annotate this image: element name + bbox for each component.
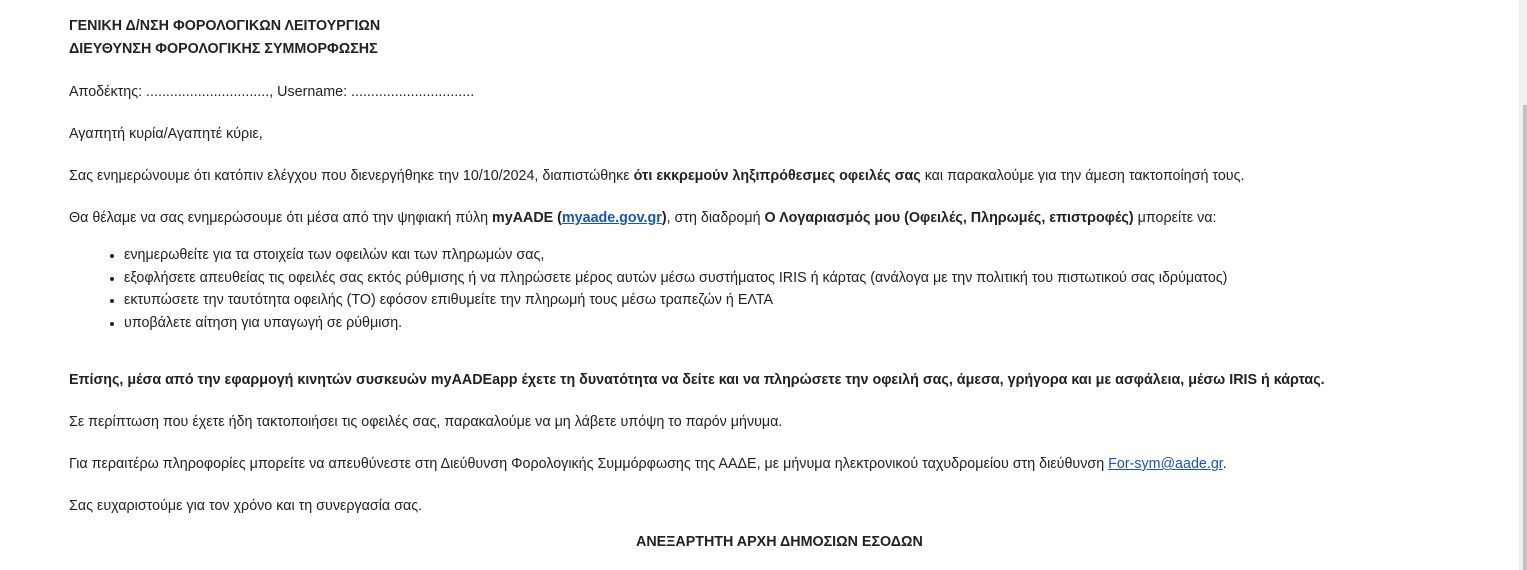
app-note: Επίσης, μέσα από την εφαρμογή κινητών συσκευών myAADEapp έχετε τη δυνατότητα να δείτε και να πληρώσετε την οφειλή σας, άμεσα, γρήγορα και με ασφάλεια, μέσω IRIS ή κάρτας. xyxy=(69,372,1325,388)
para2-myaade-label: myAADE ( xyxy=(492,210,562,226)
scrollbar[interactable] xyxy=(1519,0,1527,570)
thanks-note: Σας ευχαριστούμε για τον χρόνο και τη συνεργασία σας. xyxy=(69,498,423,514)
para1-bold-text: ότι εκκρεμούν ληξιπρόθεσμες οφειλές σας xyxy=(633,168,921,184)
directorate-title: ΔΙΕΥΘΥΝΣΗ ΦΟΡΟΛΟΓΙΚΗΣ ΣΥΜΜΟΡΦΩΣΗΣ xyxy=(69,41,378,57)
list-item: • ενημερωθείτε για τα στοιχεία των οφειλών και των πληρωμών σας, xyxy=(124,244,1227,267)
paragraph-debt-notice xyxy=(69,167,1244,185)
contact-text-after: . xyxy=(1222,456,1227,472)
para2-middle-text: , στη διαδρομή xyxy=(666,210,765,226)
contact-info xyxy=(69,455,1227,473)
options-list xyxy=(69,244,1227,335)
para2-close-paren: ) xyxy=(661,210,667,226)
department-title: ΓΕΝΙΚΗ Δ/ΝΣΗ ΦΟΡΟΛΟΓΙΚΩΝ ΛΕΙΤΟΥΡΓΙΩΝ xyxy=(69,18,381,34)
scrollbar-thumb[interactable] xyxy=(1523,105,1527,570)
paragraph-myaade-info xyxy=(69,209,1217,227)
myaade-link[interactable]: myaade.gov.gr xyxy=(561,210,662,226)
signature-title: ΑΝΕΞΑΡΤΗΤΗ ΑΡΧΗ ΔΗΜΟΣΙΩΝ ΕΣΟΔΩΝ xyxy=(636,534,923,550)
para2-account-path: Ο Λογαριασμός μου (Οφειλές, Πληρωμές, επιστροφές) xyxy=(764,210,1134,226)
contact-text-before: Για περαιτέρω πληροφορίες μπορείτε να απευθύνεστε στη Διεύθυνση Φορολογικής Συμμόρφωσης της ΑΑΔΕ, με μήνυμα ηλεκτρονικού ταχυδρομείου στη διεύθυνση xyxy=(69,456,1109,472)
recipient-line: Αποδέκτης: ..............................., Username: ............................... xyxy=(69,84,475,100)
para1-text-before: Σας ενημερώνουμε ότι κατόπιν ελέγχου που διενεργήθηκε την 10/10/2024, διαπιστώθηκε xyxy=(69,168,634,184)
greeting: Αγαπητή κυρία/Αγαπητέ κύριε, xyxy=(69,126,263,142)
list-item: • υποβάλετε αίτηση για υπαγωγή σε ρύθμιση. xyxy=(124,312,1227,335)
list-item: • εξοφλήσετε απευθείας τις οφειλές σας εκτός ρύθμισης ή να πληρώσετε μέρος αυτών μέσω συστήματος IRIS ή κάρτας (ανάλογα με την πολιτική του πιστωτικού σας ιδρύματος) xyxy=(124,267,1227,290)
email-link[interactable]: For-sym@aade.gr xyxy=(1108,456,1223,472)
list-item: • εκτυπώσετε την ταυτότητα οφειλής (ΤΟ) εφόσον επιθυμείτε την πληρωμή τους μέσω τραπεζών ή ΕΛΤΑ xyxy=(124,289,1227,312)
para1-text-after: και παρακαλούμε για την άμεση τακτοποίησή τους. xyxy=(920,168,1245,184)
para2-text-after: μπορείτε να: xyxy=(1133,210,1217,226)
ignore-note: Σε περίπτωση που έχετε ήδη τακτοποιήσει τις οφειλές σας, παρακαλούμε να μη λάβετε υπόψη το παρόν μήνυμα. xyxy=(69,414,783,430)
para2-text-before: Θα θέλαμε να σας ενημερώσουμε ότι μέσα από την ψηφιακή πύλη xyxy=(69,210,493,226)
